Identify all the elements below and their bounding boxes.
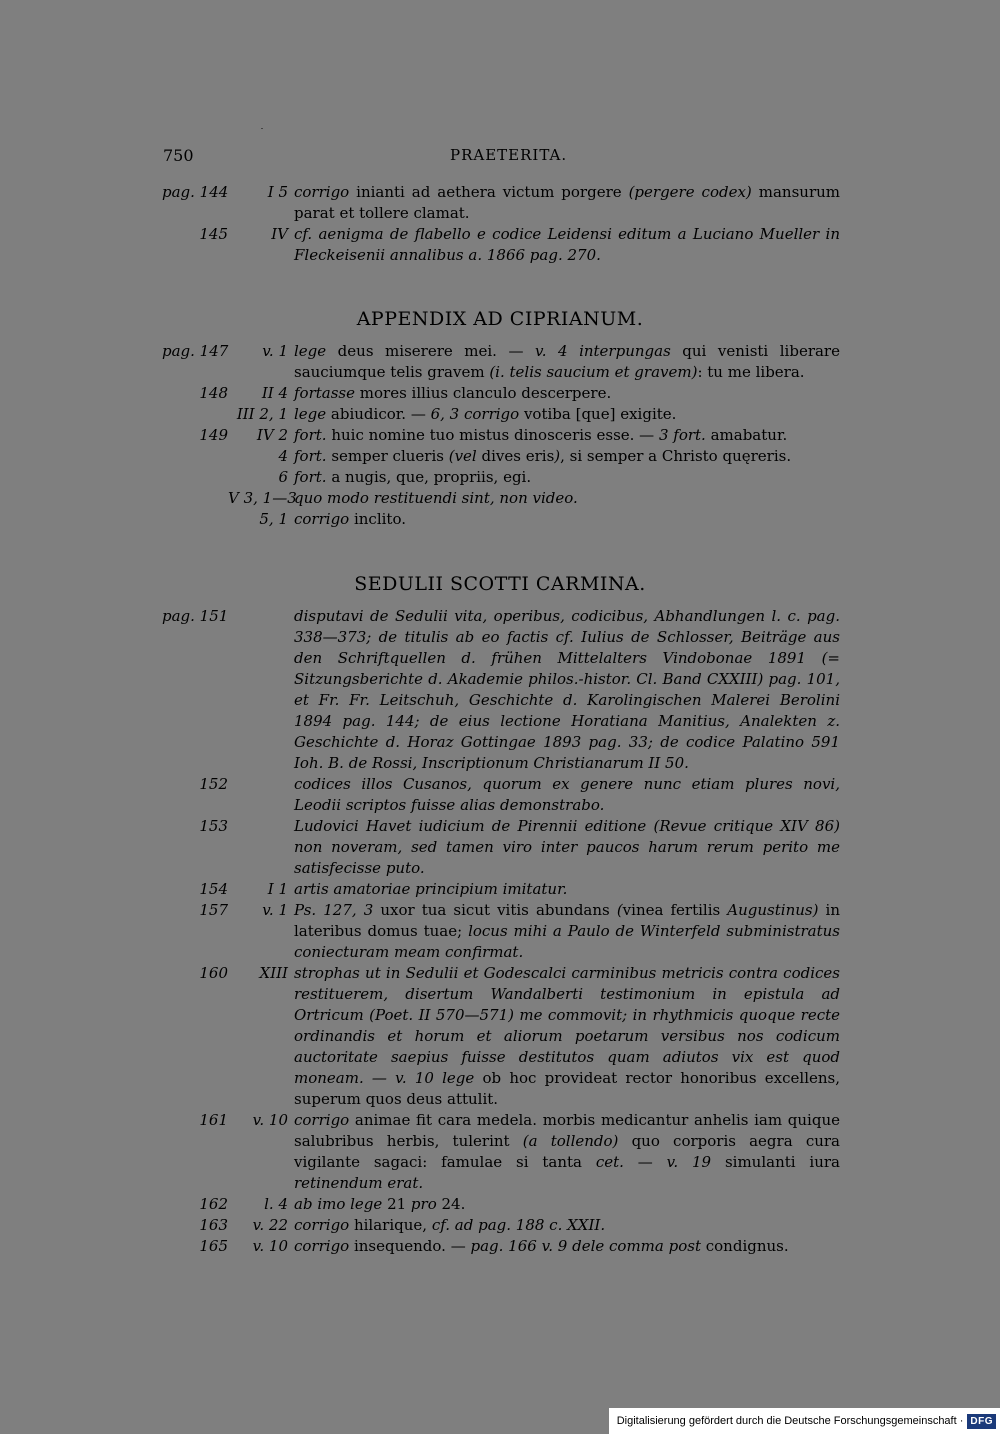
note-text: lege deus miserere mei. — v. 4 interpungas qui venisti liberare sauciumque telis gravem (i. telis saucium et gravem): tu me libera. [294,342,840,381]
note-reference [160,383,288,404]
note-entry [160,606,840,774]
note-text: strophas ut in Sedulii et Godescalci carminibus metricis contra codices restituerem, disertum Wandalberti testimonium in epistula ad Ortricum (Poet. II 570—571) me commovit; in rhythmicis quoque recte ordinandis et horum et aliorum poetarum versibus nos codicum auctoritate saepius fuisse destitutos quam adiutos vix est quod moneam. — v. 10 lege ob hoc provideat rector honoribus excellens, superum quos deus attulit. [294,964,840,1108]
note-reference [160,341,288,383]
note-entry [160,488,840,509]
note-text: fortasse mores illius clanculo descerpere. [294,384,612,402]
note-entry [160,383,840,404]
note-reference [160,1110,288,1194]
page-reference: 160 [199,964,228,982]
note-text: cf. aenigma de flabello e codice Leidensi editum a Luciano Mueller in Fleckeisenii annalibus a. 1866 pag. 270. [294,225,840,264]
note-text: corrigo inianti ad aethera victum porgere (pergere codex) mansurum parat et tollere clamat. [294,183,840,222]
note-entry [160,1110,840,1194]
note-entry [160,182,840,224]
note-text: corrigo inclito. [294,510,406,528]
verse-reference: I 5 [267,183,288,201]
page-reference: pag. 151 [162,607,229,625]
page-reference: 157 [199,901,228,919]
note-text: disputavi de Sedulii vita, operibus, codicibus, Abhandlungen l. c. pag. 338—373; de titulis ab eo factis cf. Iulius de Schlosser, Beiträge aus den Schriftquellen d. frühen Mittelalters Vindobonae 1891 (= Sitzungsberichte d. Akademie philos.-histor. Cl. Band CXXIII) pag. 101, et Fr. Fr. Leitschuh, Geschichte d. Karolingischen Malerei Berolini 1894 pag. 144; de eius lectione Horatiana Manitius, Analekten z. Geschichte d. Horaz Gottingae 1893 pag. 33; de codice Palatino 591 Ioh. B. de Rossi, Inscriptionum Christianarum II 50. [294,607,840,772]
note-reference [160,1215,288,1236]
note-reference [160,425,288,446]
page-reference: pag. 144 [162,183,229,201]
note-entry [160,425,840,446]
page-reference: 163 [199,1216,228,1234]
note-entry [160,774,840,816]
note-reference [160,816,288,879]
verse-reference: l. 4 [264,1195,288,1213]
note-reference [160,774,288,816]
page-reference: 145 [199,225,228,243]
page-reference: 149 [199,426,228,444]
page-reference: 154 [199,880,228,898]
verse-reference: XIII [259,964,288,982]
note-reference [160,963,288,1110]
verse-reference: v. 22 [252,1216,288,1234]
note-entry [160,1236,840,1257]
note-text: quo modo restituendi sint, non video. [294,489,578,507]
note-reference [160,446,288,467]
note-reference [160,467,288,488]
note-entry [160,1194,840,1215]
footer-credit [609,1408,1000,1434]
verse-reference: v. 10 [252,1237,288,1255]
page-reference: 162 [199,1195,228,1213]
verse-reference: V 3, 1—3 [228,489,297,507]
note-reference [160,182,288,224]
section-title-sedulii: SEDULII SCOTTI CARMINA. [354,573,646,595]
note-entry [160,900,840,963]
verse-reference: v. 1 [262,901,288,919]
section-sedulii [160,606,840,1257]
verse-reference: IV [271,225,288,243]
note-entry [160,509,840,530]
verse-reference: v. 10 [252,1111,288,1129]
section-title-appendix: APPENDIX AD CIPRIANUM. [356,308,644,330]
note-text: lege abiudicor. — 6, 3 corrigo votiba [que] exigite. [294,405,677,423]
note-text: fort. huic nomine tuo mistus dinosceris esse. — 3 fort. amabatur. [294,426,788,444]
running-title: PRAETERITA. [450,146,568,164]
note-text: corrigo insequendo. — pag. 166 v. 9 dele comma post condignus. [294,1237,789,1255]
note-entry [160,341,840,383]
note-text: fort. a nugis, que, propriis, egi. [294,468,532,486]
note-text: codices illos Cusanos, quorum ex genere nunc etiam plures novi, Leodii scriptos fuisse alias demonstrabo. [294,775,840,814]
note-entry [160,879,840,900]
verse-reference: 4 [278,447,288,465]
note-reference [160,224,288,266]
note-reference [160,1236,288,1257]
page-reference: 161 [199,1111,228,1129]
verse-reference: II 4 [261,384,288,402]
verse-reference: 6 [278,468,288,486]
note-reference [160,606,288,774]
note-text: artis amatoriae principium imitatur. [294,880,568,898]
verse-reference: III 2, 1 [236,405,288,423]
verse-reference: 5, 1 [259,510,288,528]
note-text: corrigo hilarique, cf. ad pag. 188 c. XXII. [294,1216,606,1234]
note-text: Ludovici Havet iudicium de Pirennii editione (Revue critique XIV 86) non noveram, sed tamen viro inter paucos harum rerum perito me satisfecisse puto. [294,817,840,877]
page-reference: pag. 147 [162,342,229,360]
note-reference [160,879,288,900]
note-entry [160,446,840,467]
page-reference: 165 [199,1237,228,1255]
note-text: corrigo animae fit cara medela. morbis medicantur anhelis iam quique salubribus herbis, tulerint (a tollendo) quo corporis aegra cura vigilante sagaci: famulae si tanta cet. — v. 19 simulanti iura retinendum erat. [294,1111,840,1192]
section-appendix [160,341,840,530]
note-entry [160,224,840,266]
note-entry [160,467,840,488]
note-entry [160,404,840,425]
note-reference [160,509,288,530]
verse-reference: v. 1 [262,342,288,360]
page-reference: 153 [199,817,228,835]
page-number: 750 [163,146,194,165]
dfg-logo: DFG [967,1414,996,1429]
note-reference [160,488,297,509]
section-praeterita [160,182,840,266]
verse-reference: IV 2 [256,426,288,444]
note-reference [160,900,288,963]
note-entry [160,816,840,879]
note-text: fort. semper clueris (vel dives eris), si semper a Christo quęreris. [294,447,792,465]
page-reference: 152 [199,775,228,793]
note-entry [160,1215,840,1236]
note-reference [160,404,288,425]
page-reference: 148 [199,384,228,402]
note-text: Ps. 127, 3 uxor tua sicut vitis abundans (vinea fertilis Augustinus) in lateribus domus tuae; locus mihi a Paulo de Winterfeld subministratus coniecturam meam confirmat. [294,901,840,961]
scan-mark [261,128,263,129]
note-text: ab imo lege 21 pro 24. [294,1195,466,1213]
verse-reference: I 1 [267,880,288,898]
note-reference [160,1194,288,1215]
note-entry [160,963,840,1110]
footer-text: Digitalisierung gefördert durch die Deutsche Forschungsgemeinschaft · [616,1415,964,1427]
